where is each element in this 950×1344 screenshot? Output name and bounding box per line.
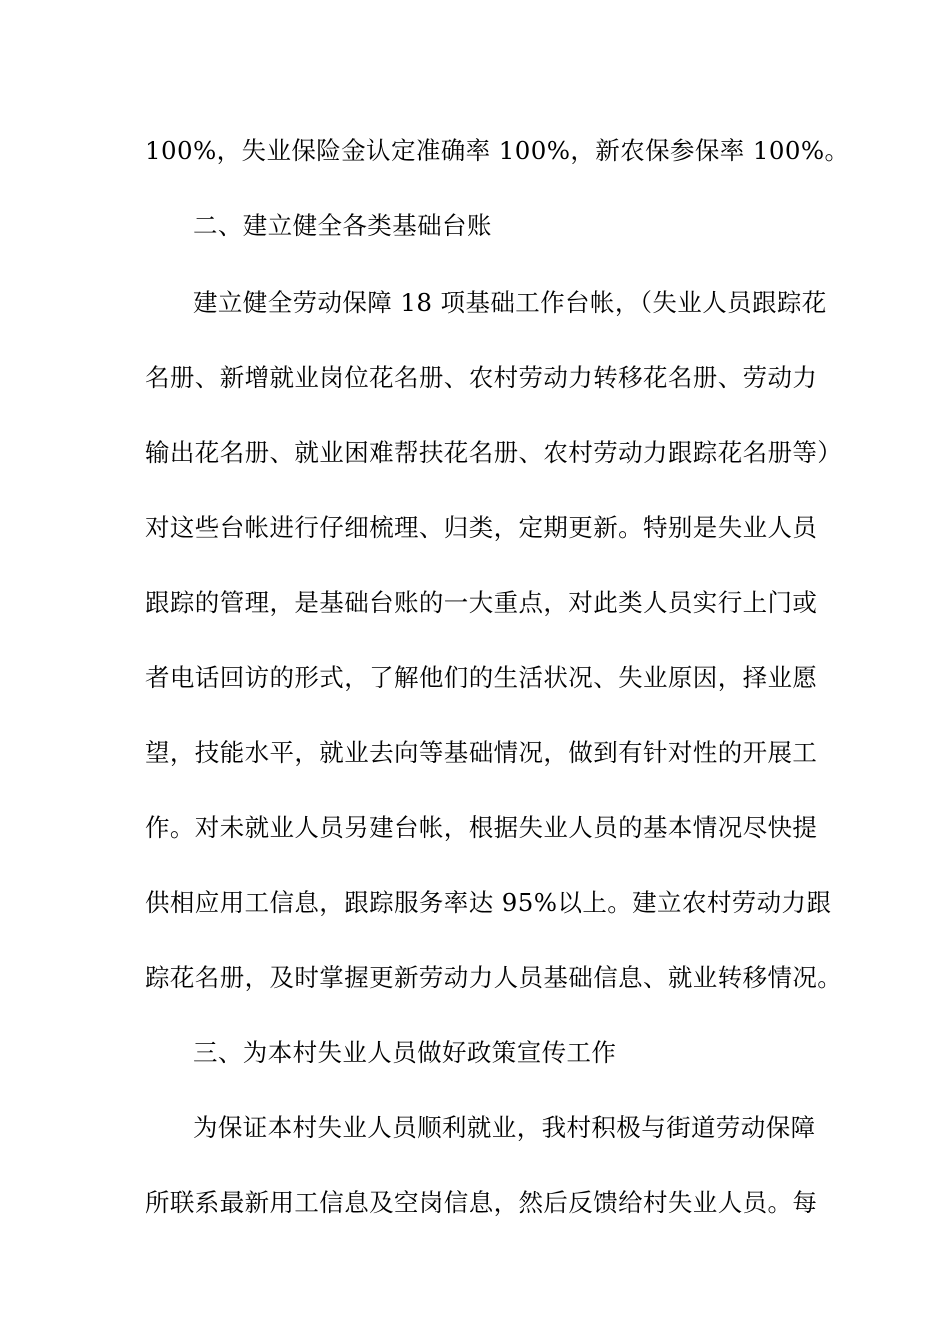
paragraph-line: 建立健全劳动保障 18 项基础工作台帐，（失业人员跟踪花 xyxy=(193,288,827,317)
paragraph-line: 输出花名册、就业困难帮扶花名册、农村劳动力跟踪花名册等） xyxy=(145,438,843,467)
paragraph-line: 望，技能水平，就业去向等基础情况，做到有针对性的开展工 xyxy=(145,738,818,767)
paragraph-line: 供相应用工信息，跟踪服务率达 95%以上。建立农村劳动力跟 xyxy=(145,888,832,917)
paragraph-line: 跟踪的管理，是基础台账的一大重点，对此类人员实行上门或 xyxy=(145,588,818,617)
paragraph-line: 名册、新增就业岗位花名册、农村劳动力转移花名册、劳动力 xyxy=(145,363,818,392)
paragraph-line: 作。对未就业人员另建台帐，根据失业人员的基本情况尽快提 xyxy=(145,813,818,842)
paragraph-line: 所联系最新用工信息及空岗信息，然后反馈给村失业人员。每 xyxy=(145,1188,818,1217)
section-heading-3: 三、为本村失业人员做好政策宣传工作 xyxy=(193,1038,617,1067)
section-heading-2: 二、建立健全各类基础台账 xyxy=(193,211,492,240)
paragraph-line: 者电话回访的形式，了解他们的生活状况、失业原因，择业愿 xyxy=(145,663,818,692)
paragraph-line: 100%，失业保险金认定准确率 100%，新农保参保率 100%。 xyxy=(145,136,850,165)
paragraph-line: 踪花名册，及时掌握更新劳动力人员基础信息、就业转移情况。 xyxy=(145,963,843,992)
paragraph-line: 为保证本村失业人员顺利就业，我村积极与街道劳动保障 xyxy=(193,1113,816,1142)
paragraph-line: 对这些台帐进行仔细梳理、归类，定期更新。特别是失业人员 xyxy=(145,513,818,542)
